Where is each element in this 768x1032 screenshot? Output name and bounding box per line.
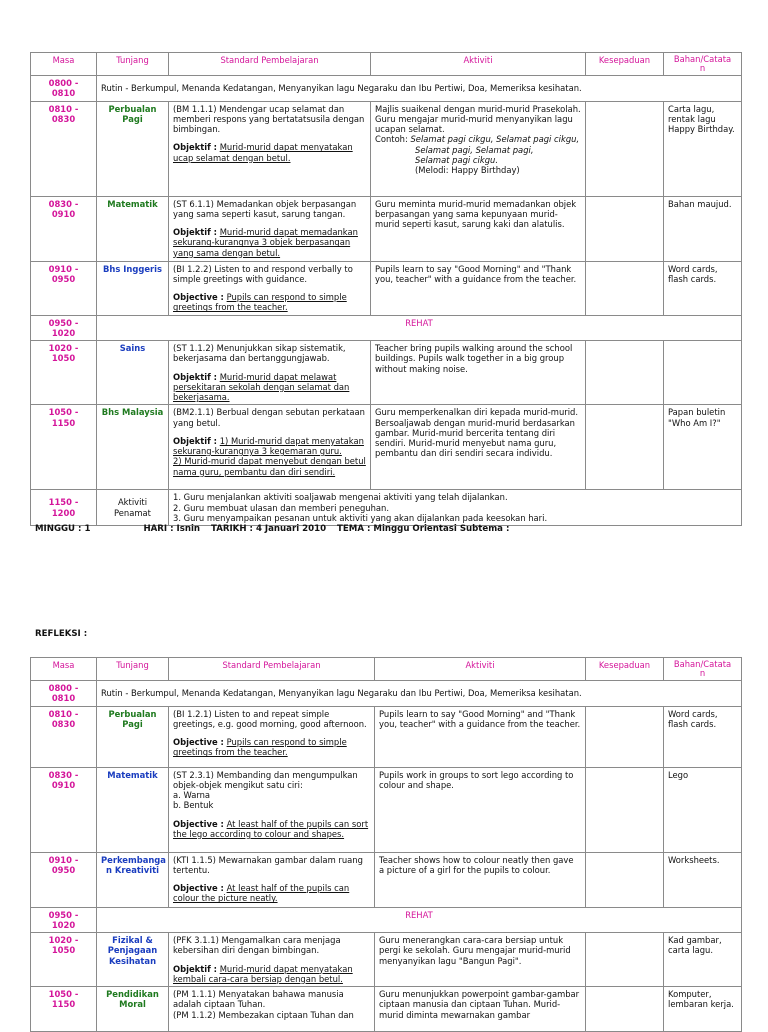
tunjang-cell: Perbualan Pagi [97, 101, 169, 196]
kesepaduan-cell [586, 987, 664, 1032]
activity-cell: Guru memperkenalkan diri kepada murid-murid. Bersoaljawab dengan murid-murid berdasarkan gambar. Murid-murid bercerita tentang diri sendiri. Murid-murid menyebut nama guru, pembantu dan diri sendiri secara individu. [371, 405, 586, 490]
standard-cell [169, 405, 371, 490]
objective [173, 964, 370, 985]
objective-text: Murid-murid dapat melawat persekitaran sekolah dengan selamat dan bekerjasama. [173, 371, 350, 402]
time-cell: 0810 - 0830 [31, 706, 97, 767]
time-cell: 0830 - 0910 [31, 767, 97, 852]
objective-text: 1) Murid-murid dapat menyatakan sekurang-kurangnya 3 kegemaran guru. [173, 435, 364, 456]
lesson-plan-table-1 [30, 52, 742, 526]
kesepaduan-cell [586, 852, 664, 907]
bahan-cell: Lego [664, 767, 742, 852]
refleksi-label: REFLEKSI : [35, 629, 88, 639]
standard-text: b. Bentuk [173, 800, 214, 811]
activity-cell [371, 101, 586, 196]
kesepaduan-cell [586, 933, 664, 987]
table-row [31, 852, 742, 907]
kesepaduan-cell [586, 405, 664, 490]
objective-label: Objektif : [173, 435, 218, 446]
table-row [31, 261, 742, 315]
objective-text: Murid-murid dapat menyatakan ucap selamat dengan betul. [173, 142, 353, 163]
time-cell: 0910 - 0950 [31, 261, 97, 315]
objective-text: 2) Murid-murid dapat menyebut dengan betul nama guru, pembantu dan diri sendiri. [173, 456, 366, 477]
tunjang-cell: Fizikal & Penjagaan Kesihatan [97, 933, 169, 987]
bahan-cell: Carta lagu, rentak lagu Happy Birthday. [664, 101, 742, 196]
time-cell: 0810 - 0830 [31, 101, 97, 196]
tunjang-cell: Matematik [97, 767, 169, 852]
standard-text: (BI 1.2.2) Listen to and respond verbally to simple greetings with guidance. [173, 263, 353, 284]
header-aktiviti: Aktiviti [375, 658, 586, 681]
objective-label: Objektif : [173, 371, 218, 382]
time-cell: 0950 - 1020 [31, 907, 97, 933]
objective-label: Objektif : [173, 963, 218, 974]
kesepaduan-cell [586, 341, 664, 405]
standard-cell [169, 261, 371, 315]
time-cell: 0800 - 0810 [31, 76, 97, 102]
kesepaduan-cell [586, 706, 664, 767]
objective-text: Murid-murid dapat menyatakan kembali cara-cara bersiap dengan betul. [173, 963, 353, 984]
activity-cell: Guru menerangkan cara-cara bersiap untuk pergi ke sekolah. Guru mengajar murid-murid menyanyikan lagu "Bangun Pagi". [375, 933, 586, 987]
time-cell: 0910 - 0950 [31, 852, 97, 907]
kesepaduan-cell [586, 767, 664, 852]
standard-text: (ST 1.1.2) Menunjukkan sikap sistematik, bekerjasama dan bertanggungjawab. [173, 343, 346, 364]
time-cell: 1150 - 1200 [31, 490, 97, 526]
time-cell: 1050 - 1150 [31, 987, 97, 1032]
header-masa: Masa [31, 53, 97, 76]
bahan-cell: Komputer, lembaran kerja. [664, 987, 742, 1032]
standard-text: a. Warna [173, 790, 211, 800]
standard-text: (BM 1.1.1) Mendengar ucap selamat dan memberi respons yang bertatatsusila dengan bimbingan. [173, 103, 365, 134]
penamat-cell [169, 490, 742, 526]
header-bahan: Bahan/Catata n [664, 53, 742, 76]
activity-cell: Pupils learn to say "Good Morning" and "Thank you, teacher" with a guidance from the teacher. [371, 261, 586, 315]
time-cell: 1020 - 1050 [31, 341, 97, 405]
song-lyric: Selamat pagi, Selamat pagi, [415, 144, 534, 155]
date: TARIKH : 4 Januari 2010 [211, 524, 327, 534]
time-cell: 0950 - 1020 [31, 315, 97, 341]
rutin-text: Rutin - Berkumpul, Menanda Kedatangan, Menyanyikan lagu Negaraku dan Ibu Pertiwi, Doa, Memeriksa kesihatan. [97, 76, 742, 102]
bahan-cell: Word cards, flash cards. [664, 261, 742, 315]
header-row [31, 658, 742, 681]
rehat-label: REHAT [97, 907, 742, 933]
kesepaduan-cell [586, 196, 664, 261]
standard-text: (ST 2.3.1) Membanding dan mengumpulkan objek-objek mengikut satu ciri: [173, 769, 358, 790]
header-tunjang: Tunjang [97, 53, 169, 76]
activity-cell: Teacher shows how to colour neatly then gave a picture of a girl for the pupils to colour. [375, 852, 586, 907]
bahan-cell: Papan buletin "Who Am I?" [664, 405, 742, 490]
bahan-cell: Bahan maujud. [664, 196, 742, 261]
objective-text: Pupils can respond to simple greetings from the teacher. [173, 737, 347, 758]
tunjang-cell: Pendidikan Moral [97, 987, 169, 1032]
kesepaduan-cell [586, 261, 664, 315]
standard-cell [169, 101, 371, 196]
objective [173, 436, 366, 457]
standard-text: (PM 1.1.2) Membezakan ciptaan Tuhan dan [173, 1009, 354, 1020]
objective-label: Objektif : [173, 142, 218, 153]
time-cell: 0800 - 0810 [31, 681, 97, 707]
objective-text: At least half of the pupils can sort the lego according to colour and shapes. [173, 818, 369, 839]
penamat-line: 2. Guru membuat ulasan dan memberi peneguhan. [173, 502, 390, 513]
activity-cell: Pupils work in groups to sort lego according to colour and shape. [375, 767, 586, 852]
table-row [31, 405, 742, 490]
objective-label: Objective : [173, 292, 224, 302]
objective-label: Objective : [173, 883, 224, 893]
table-row [31, 706, 742, 767]
objective [173, 819, 370, 840]
header-row [31, 53, 742, 76]
header-masa: Masa [31, 658, 97, 681]
standard-text: (BI 1.2.1) Listen to and repeat simple greetings, e.g. good morning, good afternoon. [173, 708, 367, 729]
objective-label: Objective : [173, 818, 224, 829]
song-lyric: Selamat pagi cikgu, Selamat pagi cikgu, [410, 134, 580, 145]
song-melody: (Melodi: Happy Birthday) [415, 165, 520, 175]
header-tunjang: Tunjang [97, 658, 169, 681]
table-row [31, 907, 742, 933]
tunjang-cell: Aktiviti Penamat [97, 490, 169, 526]
objective-text: At least half of the pupils can colour the picture neatly. [173, 883, 350, 904]
song-lyric: Selamat pagi cikgu. [415, 154, 498, 165]
standard-text: (ST 6.1.1) Memadankan objek berpasangan yang sama seperti kasut, sarung tangan. [173, 198, 357, 219]
tunjang-cell: Perbualan Pagi [97, 706, 169, 767]
bahan-cell [664, 341, 742, 405]
table-row [31, 101, 742, 196]
standard-cell [169, 987, 375, 1032]
week-info [35, 524, 735, 534]
bahan-cell: Word cards, flash cards. [664, 706, 742, 767]
bahan-cell: Kad gambar, carta lagu. [664, 933, 742, 987]
objective [173, 737, 370, 758]
tunjang-cell: Bhs Inggeris [97, 261, 169, 315]
objective [173, 142, 366, 163]
standard-cell [169, 706, 375, 767]
header-kesepaduan: Kesepaduan [586, 53, 664, 76]
standard-text: (KTI 1.1.5) Mewarnakan gambar dalam ruang tertentu. [173, 854, 363, 875]
lesson-plan-table-2 [30, 657, 742, 1032]
standard-cell [169, 341, 371, 405]
week-number: MINGGU : 1 [35, 524, 91, 534]
theme: TEMA : Minggu Orientasi Subtema : [337, 524, 510, 534]
standard-cell [169, 933, 375, 987]
objective [173, 883, 370, 904]
standard-cell [169, 767, 375, 852]
bahan-cell: Worksheets. [664, 852, 742, 907]
activity-cell: Pupils learn to say "Good Morning" and "Thank you, teacher" with a guidance from the teacher. [375, 706, 586, 767]
table-row [31, 76, 742, 102]
rehat-label: REHAT [97, 315, 742, 341]
activity-cell: Teacher bring pupils walking around the school buildings. Pupils walk together in a big group without making noise. [371, 341, 586, 405]
table-row [31, 341, 742, 405]
penamat-line: 3. Guru menyampaikan pesanan untuk aktiviti yang akan dijalankan pada keesokan hari. [173, 512, 548, 523]
day: HARI : Isnin [143, 524, 201, 534]
time-cell: 0830 - 0910 [31, 196, 97, 261]
objective-text: Pupils can respond to simple greetings from the teacher. [173, 292, 347, 313]
table-row [31, 196, 742, 261]
activity-line: Guru mengajar murid-murid menyanyikan lagu ucapan selamat. [375, 113, 573, 134]
tunjang-cell: Matematik [97, 196, 169, 261]
activity-cell: Guru menunjukkan powerpoint gambar-gambar ciptaan manusia dan ciptaan Tuhan. Murid-murid diminta mewarnakan gambar [375, 987, 586, 1032]
standard-text: (PM 1.1.1) Menyatakan bahawa manusia adalah ciptaan Tuhan. [173, 989, 344, 1010]
objective-label: Objektif : [173, 227, 218, 237]
time-cell: 1050 - 1150 [31, 405, 97, 490]
objective [173, 227, 366, 258]
objective-text: Murid-murid dapat memadankan sekurang-kurangnya 3 objek berpasangan yang sama dengan betul. [173, 227, 358, 258]
header-kesepaduan: Kesepaduan [586, 658, 664, 681]
activity-line [375, 134, 581, 144]
header-standard: Standard Pembelajaran [169, 53, 371, 76]
tunjang-cell: Perkembanga n Kreativiti [97, 852, 169, 907]
activity-example-label: Contoh: [375, 134, 411, 145]
standard-cell [169, 196, 371, 261]
standard-text: (BM2.1.1) Berbual dengan sebutan perkataan yang betul. [173, 407, 365, 428]
activity-line: Majlis suaikenal dengan murid-murid Prasekolah. [375, 103, 581, 114]
objective [173, 372, 366, 403]
table-row [31, 315, 742, 341]
header-aktiviti: Aktiviti [371, 53, 586, 76]
tunjang-cell: Sains [97, 341, 169, 405]
table-row [31, 933, 742, 987]
penamat-line: 1. Guru menjalankan aktiviti soaljawab mengenai aktiviti yang telah dijalankan. [173, 492, 508, 503]
header-standard: Standard Pembelajaran [169, 658, 375, 681]
objective-label: Objective : [173, 737, 224, 747]
rutin-text: Rutin - Berkumpul, Menanda Kedatangan, Menyanyikan lagu Negaraku dan Ibu Pertiwi, Doa, Memeriksa kesihatan. [97, 681, 742, 707]
header-bahan: Bahan/Catata n [664, 658, 742, 681]
table-row [31, 767, 742, 852]
kesepaduan-cell [586, 101, 664, 196]
standard-text: (PFK 3.1.1) Mengamalkan cara menjaga kebersihan diri dengan bimbingan. [173, 935, 341, 956]
table-row [31, 490, 742, 526]
standard-cell [169, 852, 375, 907]
activity-cell: Guru meminta murid-murid memadankan objek berpasangan yang sama kepunyaan murid-murid seperti kasut, sarung kaki dan alatulis. [371, 196, 586, 261]
objective [173, 292, 366, 313]
table-row [31, 681, 742, 707]
tunjang-cell: Bhs Malaysia [97, 405, 169, 490]
time-cell: 1020 - 1050 [31, 933, 97, 987]
table-row [31, 987, 742, 1032]
